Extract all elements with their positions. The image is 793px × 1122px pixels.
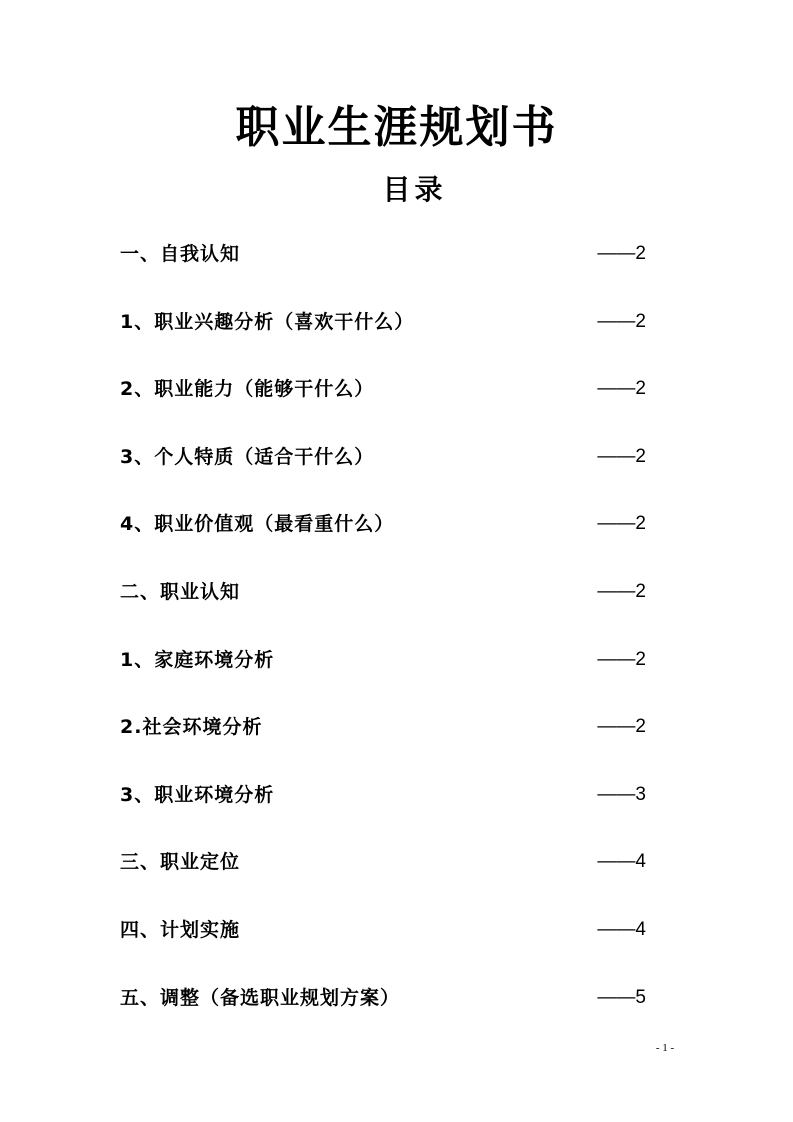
toc-entry-label: 4、职业价值观（最看重什么） xyxy=(120,513,395,536)
toc-entry-label: 四、计划实施 xyxy=(120,918,241,941)
toc-entry-career-positioning[interactable] xyxy=(120,842,646,910)
toc-entry-career-ability[interactable] xyxy=(120,369,646,437)
toc-entry-career-interest[interactable] xyxy=(120,302,646,370)
toc-entry-label: 2.社会环境分析 xyxy=(120,716,263,739)
toc-entry-label: 1、家庭环境分析 xyxy=(120,648,275,671)
toc-entry-career-environment[interactable] xyxy=(120,775,646,843)
toc-entry-label: 3、职业环境分析 xyxy=(120,783,275,806)
toc-entry-page: ——2 xyxy=(597,310,646,332)
document-title: 职业生涯规划书 xyxy=(235,102,558,153)
toc-heading: 目录 xyxy=(382,173,447,206)
toc-entry-page: ——3 xyxy=(597,783,646,805)
table-of-contents xyxy=(120,234,646,1045)
toc-entry-page: ——5 xyxy=(597,986,646,1008)
toc-entry-page: ——4 xyxy=(597,918,646,940)
toc-entry-label: 3、个人特质（适合干什么） xyxy=(120,445,375,468)
toc-entry-social-environment[interactable] xyxy=(120,707,646,775)
toc-entry-adjustment[interactable] xyxy=(120,978,646,1046)
toc-entry-label: 2、职业能力（能够干什么） xyxy=(120,378,375,401)
toc-entry-label: 二、职业认知 xyxy=(120,580,241,603)
toc-entry-page: ——2 xyxy=(597,243,646,264)
toc-entry-page: ——2 xyxy=(597,716,646,738)
toc-entry-personal-traits[interactable] xyxy=(120,437,646,505)
toc-entry-label: 一、自我认知 xyxy=(120,243,241,265)
toc-entry-page: ——2 xyxy=(597,580,646,602)
toc-entry-family-environment[interactable] xyxy=(120,640,646,708)
toc-entry-page: ——4 xyxy=(597,851,646,873)
page-number: - 1 - xyxy=(655,1042,675,1054)
toc-entry-career-values[interactable] xyxy=(120,504,646,572)
toc-entry-page: ——2 xyxy=(597,445,646,467)
toc-entry-page: ——2 xyxy=(597,648,646,670)
toc-entry-self-awareness[interactable] xyxy=(120,234,646,302)
toc-entry-label: 1、职业兴趣分析（喜欢干什么） xyxy=(120,310,415,333)
toc-entry-plan-implementation[interactable] xyxy=(120,910,646,978)
toc-entry-label: 五、调整（备选职业规划方案） xyxy=(120,986,401,1009)
toc-entry-page: ——2 xyxy=(597,513,646,535)
toc-entry-career-awareness[interactable] xyxy=(120,572,646,640)
toc-entry-label: 三、职业定位 xyxy=(120,851,241,874)
toc-entry-page: ——2 xyxy=(597,378,646,400)
